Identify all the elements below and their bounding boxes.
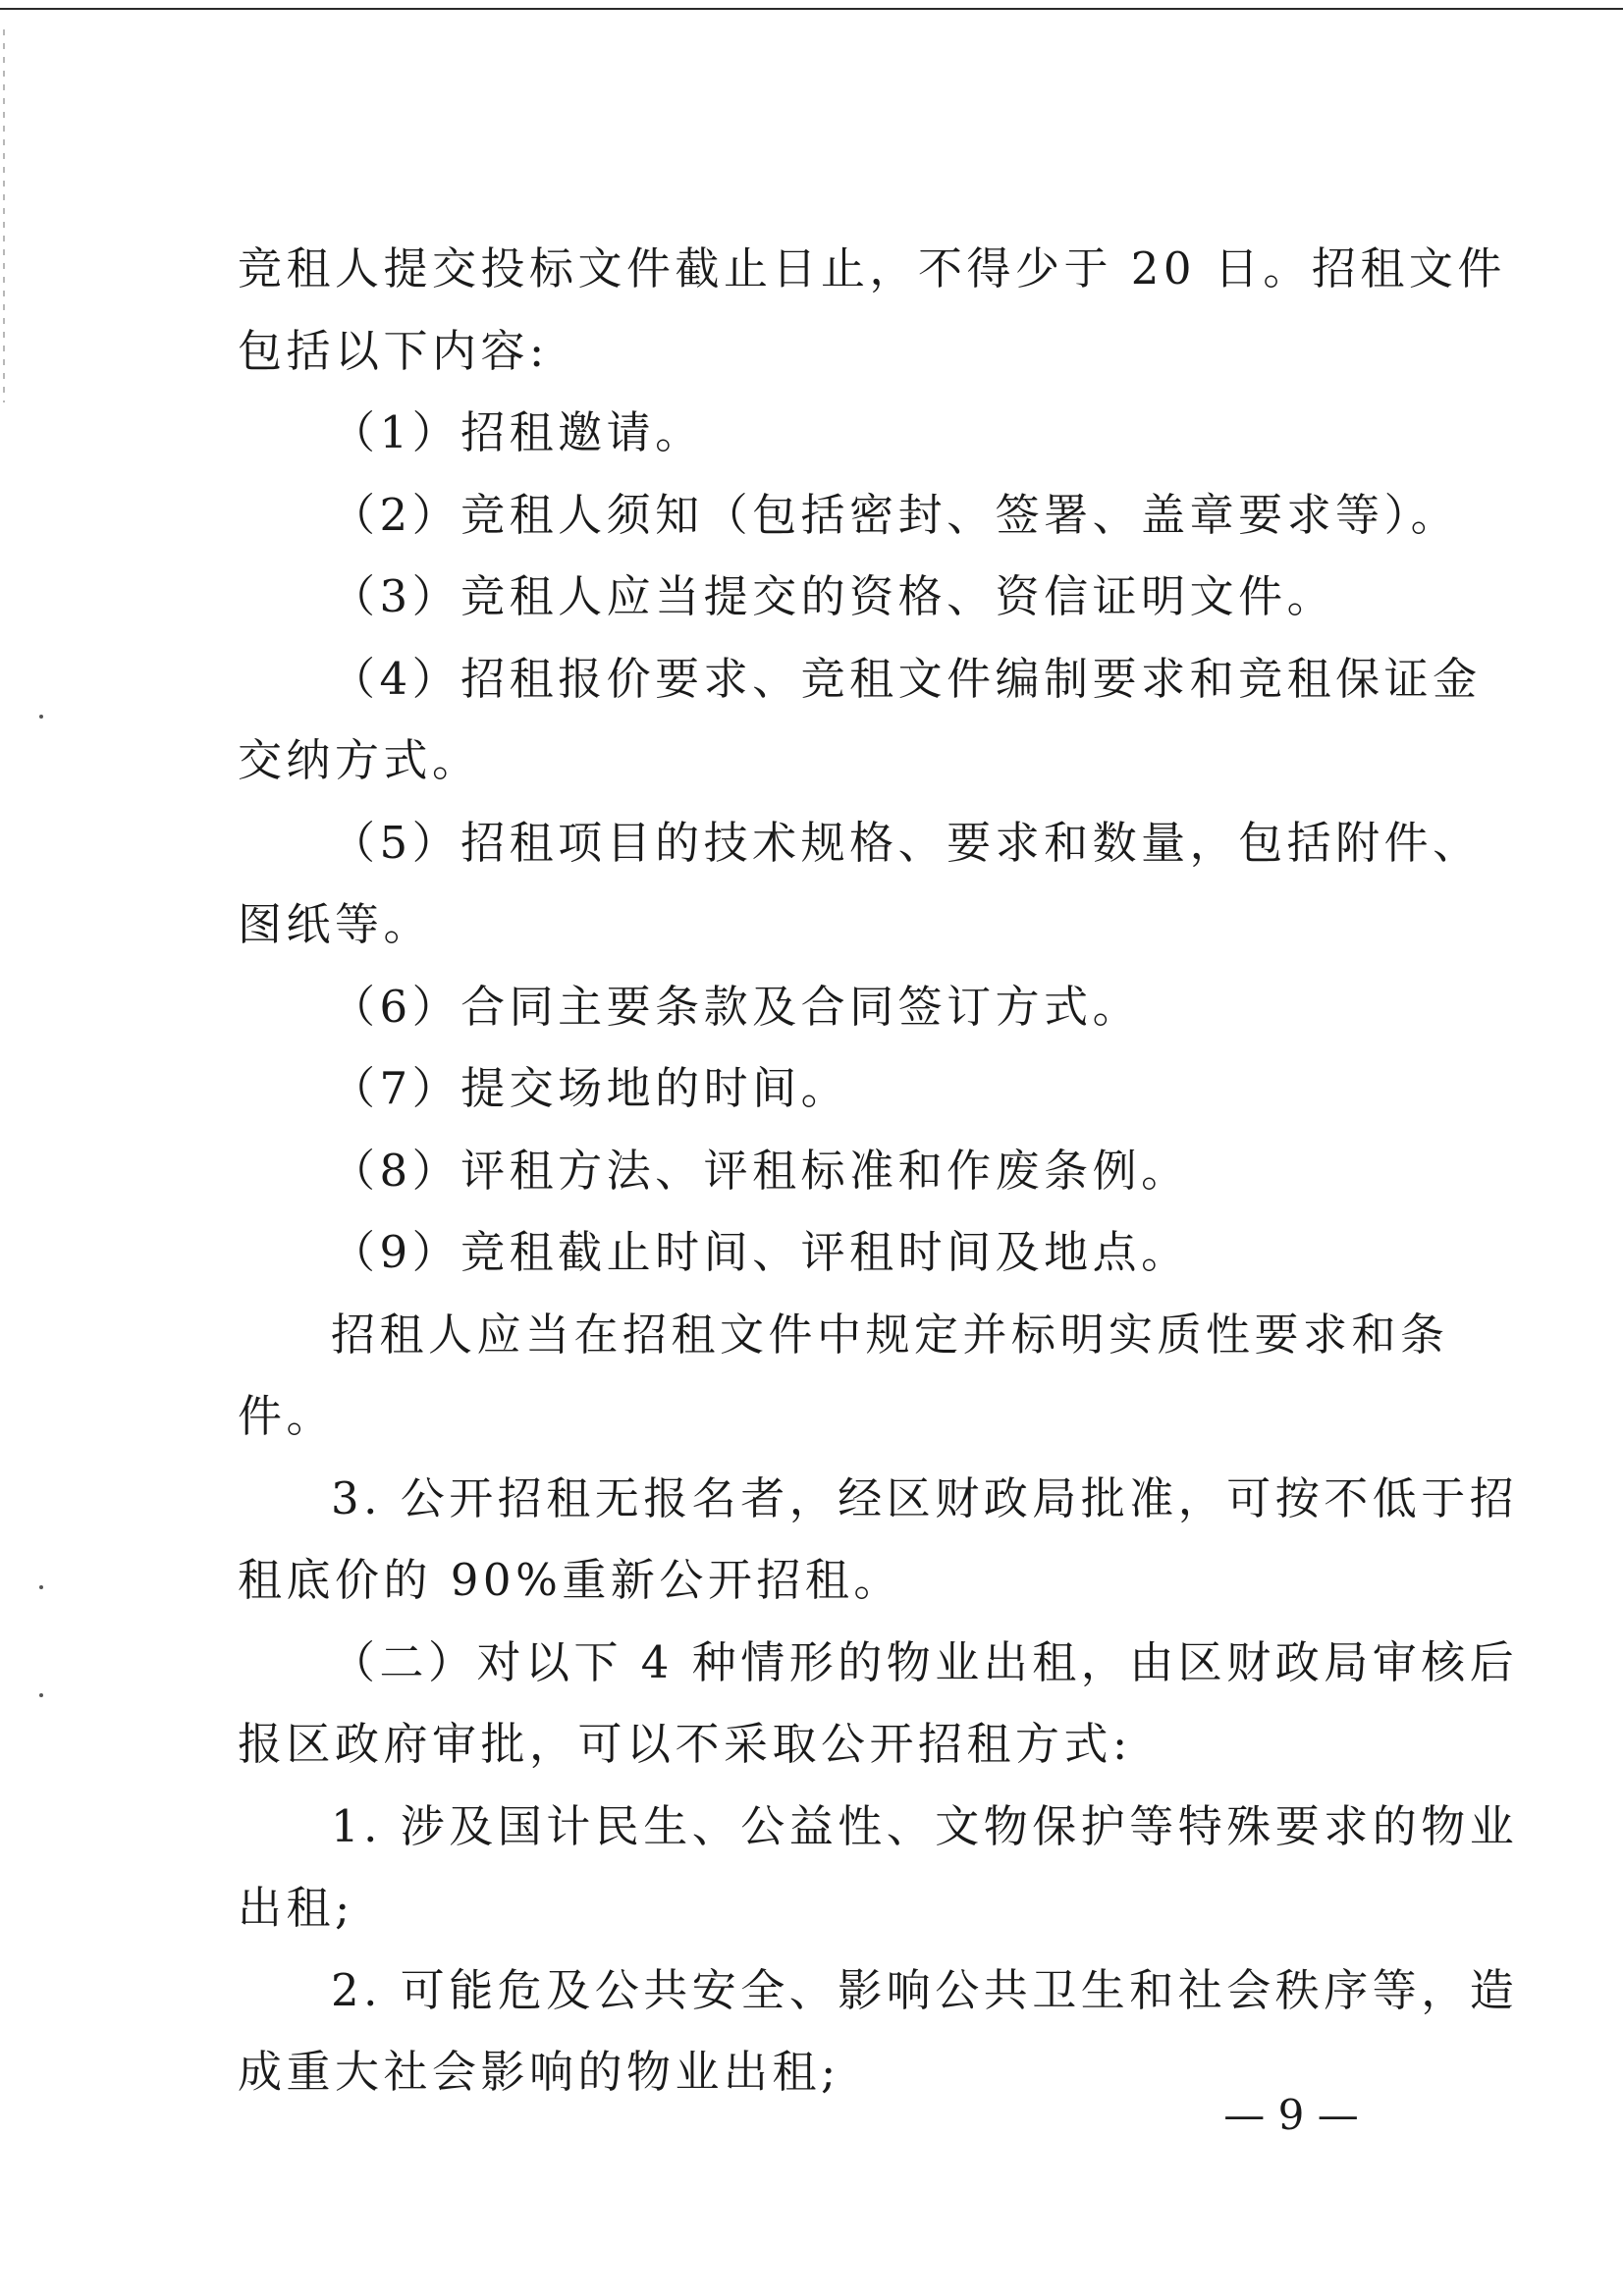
scan-edge-marks xyxy=(3,29,5,402)
paragraph-line: 竞租人提交投标文件截止日止，不得少于 20 日。招租文件 xyxy=(238,242,1506,294)
paragraph-line: 租底价的 90%重新公开招租。 xyxy=(238,1554,902,1606)
scan-speck xyxy=(39,1693,43,1697)
top-border-line xyxy=(0,8,1623,10)
scan-speck xyxy=(39,1585,43,1589)
paragraph-line: 出租; xyxy=(238,1882,354,1934)
list-item: （5）招租项目的技术规格、要求和数量，包括附件、 xyxy=(331,816,1482,869)
list-item: 1. 涉及国计民生、公益性、文物保护等特殊要求的物业 xyxy=(331,1799,1519,1852)
paragraph-line: 包括以下内容: xyxy=(238,324,549,377)
section-heading-line: （二）对以下 4 种情形的物业出租，由区财政局审核后 xyxy=(331,1635,1519,1688)
paragraph-line: 件。 xyxy=(238,1390,336,1442)
list-item: （6）合同主要条款及合同签订方式。 xyxy=(331,980,1142,1033)
list-item: （2）竞租人须知（包括密封、签署、盖章要求等）。 xyxy=(331,488,1460,541)
paragraph-line: 图纸等。 xyxy=(238,898,433,950)
list-item: （9）竞租截止时间、评租时间及地点。 xyxy=(331,1226,1190,1278)
list-item: （7）提交场地的时间。 xyxy=(331,1062,850,1114)
scan-speck xyxy=(39,715,43,719)
paragraph-line: 成重大社会影响的物业出租; xyxy=(238,2046,840,2098)
page-number: — 9 — xyxy=(1223,2091,1359,2139)
document-body xyxy=(238,228,1519,2113)
paragraph-line: 报区政府审批，可以不采取公开招租方式: xyxy=(238,1718,1132,1770)
list-item: （4）招租报价要求、竞租文件编制要求和竞租保证金 xyxy=(331,652,1482,705)
paragraph-line: 招租人应当在招租文件中规定并标明实质性要求和条 xyxy=(331,1308,1449,1361)
list-item: （8）评租方法、评租标准和作废条例。 xyxy=(331,1144,1190,1197)
list-item: 2. 可能危及公共安全、影响公共卫生和社会秩序等，造 xyxy=(331,1963,1519,2016)
list-item: （1）招租邀请。 xyxy=(331,406,704,458)
list-item: （3）竞租人应当提交的资格、资信证明文件。 xyxy=(331,570,1336,622)
paragraph-line: 交纳方式。 xyxy=(238,734,481,786)
paragraph-line: 3. 公开招租无报名者，经区财政局批准，可按不低于招 xyxy=(331,1471,1519,1524)
